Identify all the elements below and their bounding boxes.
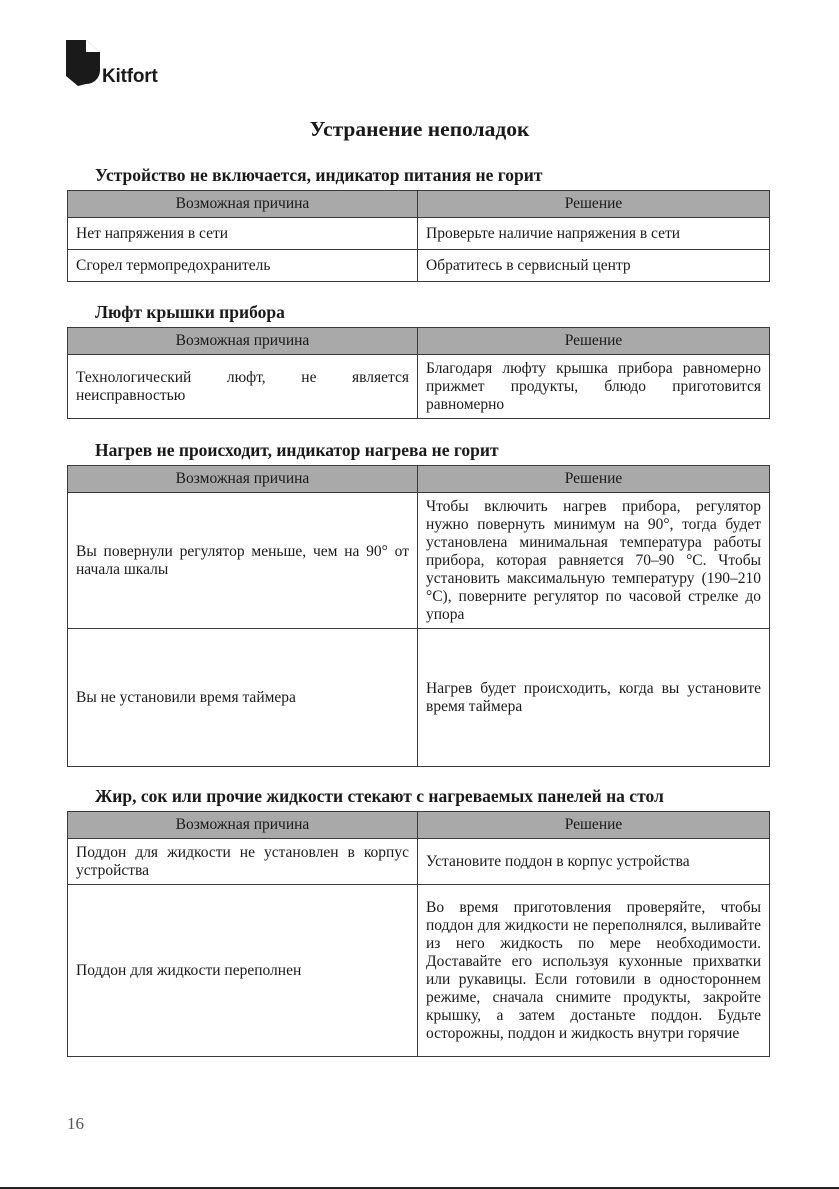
table-row <box>68 355 770 419</box>
table-header-row <box>68 328 770 355</box>
column-header-cause: Возможная причина <box>68 812 418 839</box>
cause-cell: Технологический люфт, не является неисправностью <box>68 355 418 419</box>
table-row <box>68 493 770 629</box>
solution-cell: Проверьте наличие напряжения в сети <box>418 218 770 250</box>
section-heading: Устройство не включается, индикатор питания не горит <box>95 165 543 185</box>
table-header-row <box>68 812 770 839</box>
column-header-solution: Решение <box>418 812 770 839</box>
column-header-cause: Возможная причина <box>68 466 418 493</box>
table-row <box>68 885 770 1057</box>
solution-cell: Нагрев будет происходить, когда вы установите время таймера <box>418 629 770 767</box>
brand-name: Kitfort <box>102 66 158 87</box>
solution-cell: Благодаря люфту крышка прибора равномерно прижмет продукты, блюдо приготовится равномерно <box>418 355 770 419</box>
solution-cell: Установите поддон в корпус устройства <box>418 839 770 885</box>
column-header-cause: Возможная причина <box>68 191 418 218</box>
cause-cell: Нет напряжения в сети <box>68 218 418 250</box>
table-row <box>68 839 770 885</box>
section-heading: Люфт крышки прибора <box>95 302 285 322</box>
table-row <box>68 250 770 282</box>
column-header-solution: Решение <box>418 191 770 218</box>
column-header-solution: Решение <box>418 328 770 355</box>
troubleshooting-table <box>67 327 770 419</box>
table-row <box>68 218 770 250</box>
section-no-power <box>67 164 769 282</box>
solution-cell: Обратитесь в сервисный центр <box>418 250 770 282</box>
cause-cell: Вы повернули регулятор меньше, чем на 90° от начала шкалы <box>68 493 418 629</box>
column-header-solution: Решение <box>418 466 770 493</box>
troubleshooting-table <box>67 465 770 767</box>
cause-cell: Сгорел термопредохранитель <box>68 250 418 282</box>
section-no-heating <box>67 439 769 767</box>
kitfort-logo-icon <box>66 40 100 86</box>
brand-logo <box>66 40 158 86</box>
section-heading: Нагрев не происходит, индикатор нагрева не горит <box>95 440 499 460</box>
solution-cell: Чтобы включить нагрев прибора, регулятор нужно повернуть минимум на 90°, тогда будет установлена минимальная температура работы прибора, которая равняется 70–90 °С. Чтобы установить максимальную температуру (190–210 °С), поверните регулятор по часовой стрелке до упора <box>418 493 770 629</box>
section-heading: Жир, сок или прочие жидкости стекают с нагреваемых панелей на стол <box>95 786 664 806</box>
section-lid-play <box>67 301 769 419</box>
page-number: 16 <box>67 1114 84 1133</box>
cause-cell: Поддон для жидкости переполнен <box>68 885 418 1057</box>
table-row <box>68 629 770 767</box>
troubleshooting-table <box>67 190 770 282</box>
section-liquid-leak <box>67 785 769 1057</box>
table-header-row <box>68 466 770 493</box>
column-header-cause: Возможная причина <box>68 328 418 355</box>
solution-cell: Во время приготовления проверяйте, чтобы поддон для жидкости не переполнялся, выливайте из него жидкость по мере необходимости. Доставайте его используя кухонные прихватки или рукавицы. Если готовили в одностороннем режиме, сначала снимите продукты, закройте крышку, а затем достаньте поддон. Будьте осторожны, поддон и жидкость внутри горячие <box>418 885 770 1057</box>
cause-cell: Поддон для жидкости не установлен в корпус устройства <box>68 839 418 885</box>
page-title: Устранение неполадок <box>309 117 530 141</box>
cause-cell: Вы не установили время таймера <box>68 629 418 767</box>
table-header-row <box>68 191 770 218</box>
troubleshooting-table <box>67 811 770 1057</box>
